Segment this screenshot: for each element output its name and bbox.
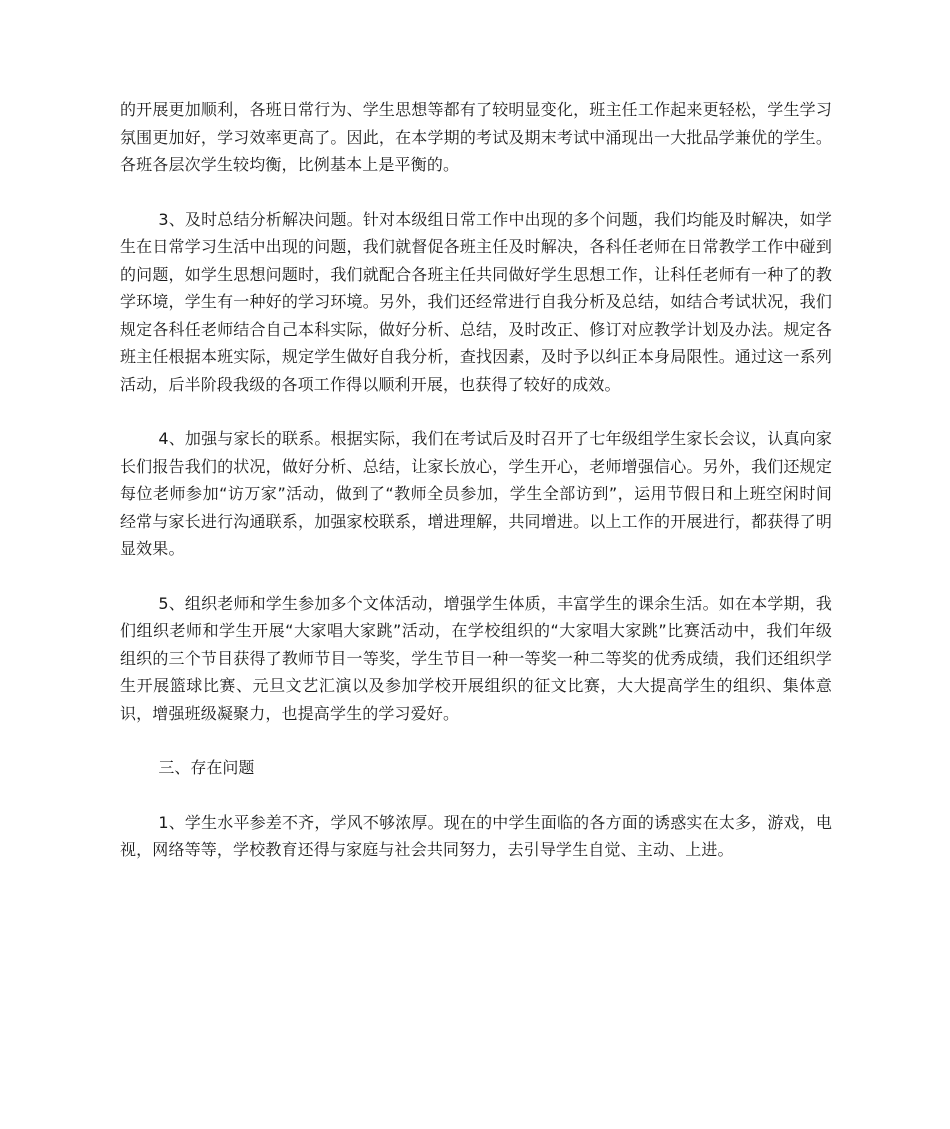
section-heading: 三、存在问题 bbox=[158, 758, 255, 777]
paragraph-continuation: 的开展更加顺利，各班日常行为、学生思想等都有了较明显变化，班主任工作起来更轻松，学生学习氛围更加好，学习效率更高了。因此，在本学期的考试及期末考试中涌现出一大批品学兼优的学生。各班各层次学生较均衡，比例基本上是平衡的。 bbox=[120, 100, 832, 174]
document-body bbox=[120, 96, 832, 891]
paragraph-problem-1: 1、学生水平参差不齐，学风不够浓厚。现在的中学生面临的各方面的诱惑实在太多，游戏，电视，网络等等，学校教育还得与家庭与社会共同努力，去引导学生自觉、主动、上进。 bbox=[120, 812, 832, 859]
paragraph-item-3: 3、及时总结分析解决问题。针对本级组日常工作中出现的多个问题，我们均能及时解决，如学生在日常学习生活中出现的问题，我们就督促各班主任及时解决，各科任老师在日常教学工作中碰到的问题，如学生思想问题时，我们就配合各班主任共同做好学生思想工作，让科任老师有一种了的教学环境，学生有一种好的学习环境。另外，我们还经常进行自我分析及总结，如结合考试状况，我们规定各科任老师结合自己本科实际，做好分析、总结，及时改正、修订对应教学计划及办法。规定各班主任根据本班实际，规定学生做好自我分析，查找因素，及时予以纠正本身局限性。通过这一系列活动，后半阶段我级的各项工作得以顺利开展，也获得了较好的成效。 bbox=[120, 209, 832, 394]
paragraph-item-5: 5、组织老师和学生参加多个文体活动，增强学生体质，丰富学生的课余生活。如在本学期，我们组织老师和学生开展“大家唱大家跳”活动，在学校组织的“大家唱大家跳”比赛活动中，我们年级组织的三个节目获得了教师节目一等奖，学生节目一种一等奖一种二等奖的优秀成绩，我们还组织学生开展篮球比赛、元旦文艺汇演以及参加学校开展组织的征文比赛，大大提高学生的组织、集体意识，增强班级凝聚力，也提高学生的学习爱好。 bbox=[120, 593, 832, 723]
paragraph-item-4: 4、加强与家长的联系。根据实际，我们在考试后及时召开了七年级组学生家长会议，认真向家长们报告我们的状况，做好分析、总结，让家长放心，学生开心，老师增强信心。另外，我们还规定每位老师参加“访万家”活动，做到了“教师全员参加，学生全部访到”，运用节假日和上班空闲时间经常与家长进行沟通联系，加强家校联系，增进理解，共同增进。以上工作的开展进行，都获得了明显效果。 bbox=[120, 429, 832, 558]
